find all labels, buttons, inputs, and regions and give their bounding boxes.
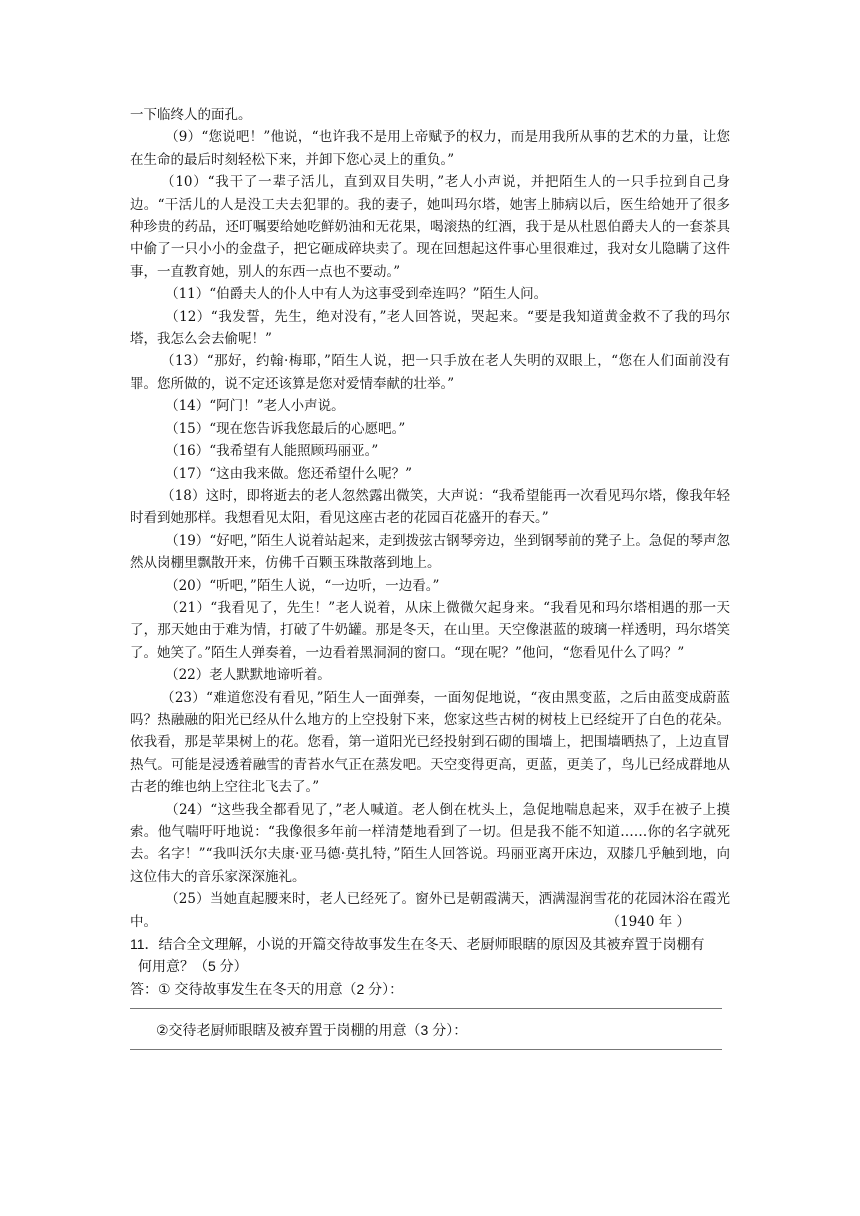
paragraph-17: （17）“这由我来做。您还希望什么呢？”	[165, 465, 413, 482]
paragraph-24: （24）“这些我全都看见了，”老人喊道。老人倒在枕头上，急促地喘息起来，双手在被子上摸索。他气喘吁吁地说：“我像很多年前一样清楚地看到了一切。但是我不能不知道……你的名字就死去。名字！”“我叫沃尔夫康·亚马德·莫扎特，”陌生人回答说。玛丽亚离开床边，双膝几乎触到地，向这位伟大的音乐家深深施礼。	[130, 801, 730, 885]
answer-label: 答：① 交待故事发生在冬天的用意（2 分）：	[130, 980, 404, 997]
sub-answer-label: ②交待老厨师眼瞎及被弃置于岗棚的用意（3 分）：	[156, 1022, 468, 1039]
paragraph-13: （13）“那好，约翰·梅耶，”陌生人说，把一只手放在老人失明的双眼上，“您在人们面前没有罪。您所做的，说不定还该算是您对爱情奉献的壮举。”	[130, 353, 730, 392]
paragraph-25-text: （25）当她直起腰来时，老人已经死了。窗外已是朝霞满天，洒满湿润雪花的花园沐浴在霞光中。	[130, 891, 730, 930]
paragraph-16: （16）“我希望有人能照顾玛丽亚。”	[165, 443, 379, 460]
answer-line-1[interactable]	[130, 1000, 722, 1009]
paragraph-11: （11）“伯爵夫人的仆人中有人为这事受到牵连吗？”陌生人问。	[165, 286, 548, 303]
paragraph-22: （22）老人默默地谛听着。	[165, 667, 331, 684]
paragraph-19: （19）“好吧，”陌生人说着站起来，走到拨弦古钢琴旁边，坐到钢琴前的凳子上。急促的琴声忽然从岗棚里飘散开来，仿佛千百颗玉珠散落到地上。	[130, 532, 730, 572]
paragraph-9: （9）“您说吧！”他说，“也许我不是用上帝赋予的权力，而是用我所从事的艺术的力量，让您在生命的最后时刻轻松下来，并卸下您心灵上的重负。”	[130, 129, 730, 168]
paragraph-continued: 一下临终人的面孔。	[130, 107, 252, 123]
paragraph-25	[130, 888, 730, 933]
paragraph-15: （15）“现在您告诉我您最后的心愿吧。”	[165, 420, 406, 437]
paragraph-14: （14）“阿门！”老人小声说。	[165, 398, 345, 415]
question-11-cont: 何用意？（5 分）	[138, 958, 248, 975]
paragraph-20: （20）“听吧，”陌生人说，“一边听，一边看。”	[165, 577, 440, 594]
paragraph-12: （12）“我发誓，先生，绝对没有，”老人回答说，哭起来。“要是我知道黄金救不了我的玛尔塔，我怎么会去偷呢！”	[130, 308, 730, 348]
paragraph-18: （18）这时，即将逝去的老人忽然露出微笑，大声说：“我希望能再一次看见玛尔塔，像我年轻时看到她那样。我想看见太阳，看见这座古老的花园百花盛开的春天。”	[130, 487, 730, 527]
publication-date: （1940 年 ）	[606, 913, 690, 930]
paragraph-21: （21）“我看见了，先生！”老人说着，从床上微微欠起身来。“我看见和玛尔塔相遇的那一天了，那天她由于难为情，打破了牛奶罐。那是冬天，在山里。天空像湛蓝的玻璃一样透明，玛尔塔笑了。她笑了。”陌生人弹奏着，一边看着黑洞洞的窗口。“现在呢？”他问，“您看见什么了吗？”	[130, 599, 730, 661]
answer-line-2[interactable]	[130, 1041, 722, 1050]
question-11: 11．结合全文理解，小说的开篇交待故事发生在冬天、老厨师眼瞎的原因及其被弃置于岗棚有	[130, 936, 705, 953]
document-page	[130, 104, 730, 1060]
paragraph-23: （23）“难道您没有看见，”陌生人一面弹奏，一面匆促地说，“夜由黑变蓝，之后由蓝变成蔚蓝吗？热融融的阳光已经从什么地方的上空投射下来，您家这些古树的树枝上已经绽开了白色的花朵。依我看，那是苹果树上的花。您看，第一道阳光已经投射到石砌的围墙上，把围墙晒热了，上边直冒热气。可能是浸透着融雪的青苔水气正在蒸发吧。天空变得更高，更蓝，更美了，鸟儿已经成群地从古老的维也纳上空往北飞去了。”	[130, 689, 730, 796]
paragraph-10: （10）“我干了一辈子活儿，直到双目失明，”老人小声说，并把陌生人的一只手拉到自己身边。“干活儿的人是没工夫去犯罪的。我的妻子，她叫玛尔塔，她害上肺病以后，医生给她开了很多种珍贵的药品，还叮嘱要给她吃鲜奶油和无花果，喝滚热的红酒，我于是从杜恩伯爵夫人的一套茶具中偷了一只小小的金盘子，把它砸成碎块卖了。现在回想起这件事心里很难过，我对女儿隐瞒了这件事，一直教育她，别人的东西一点也不要动。”	[130, 174, 730, 280]
